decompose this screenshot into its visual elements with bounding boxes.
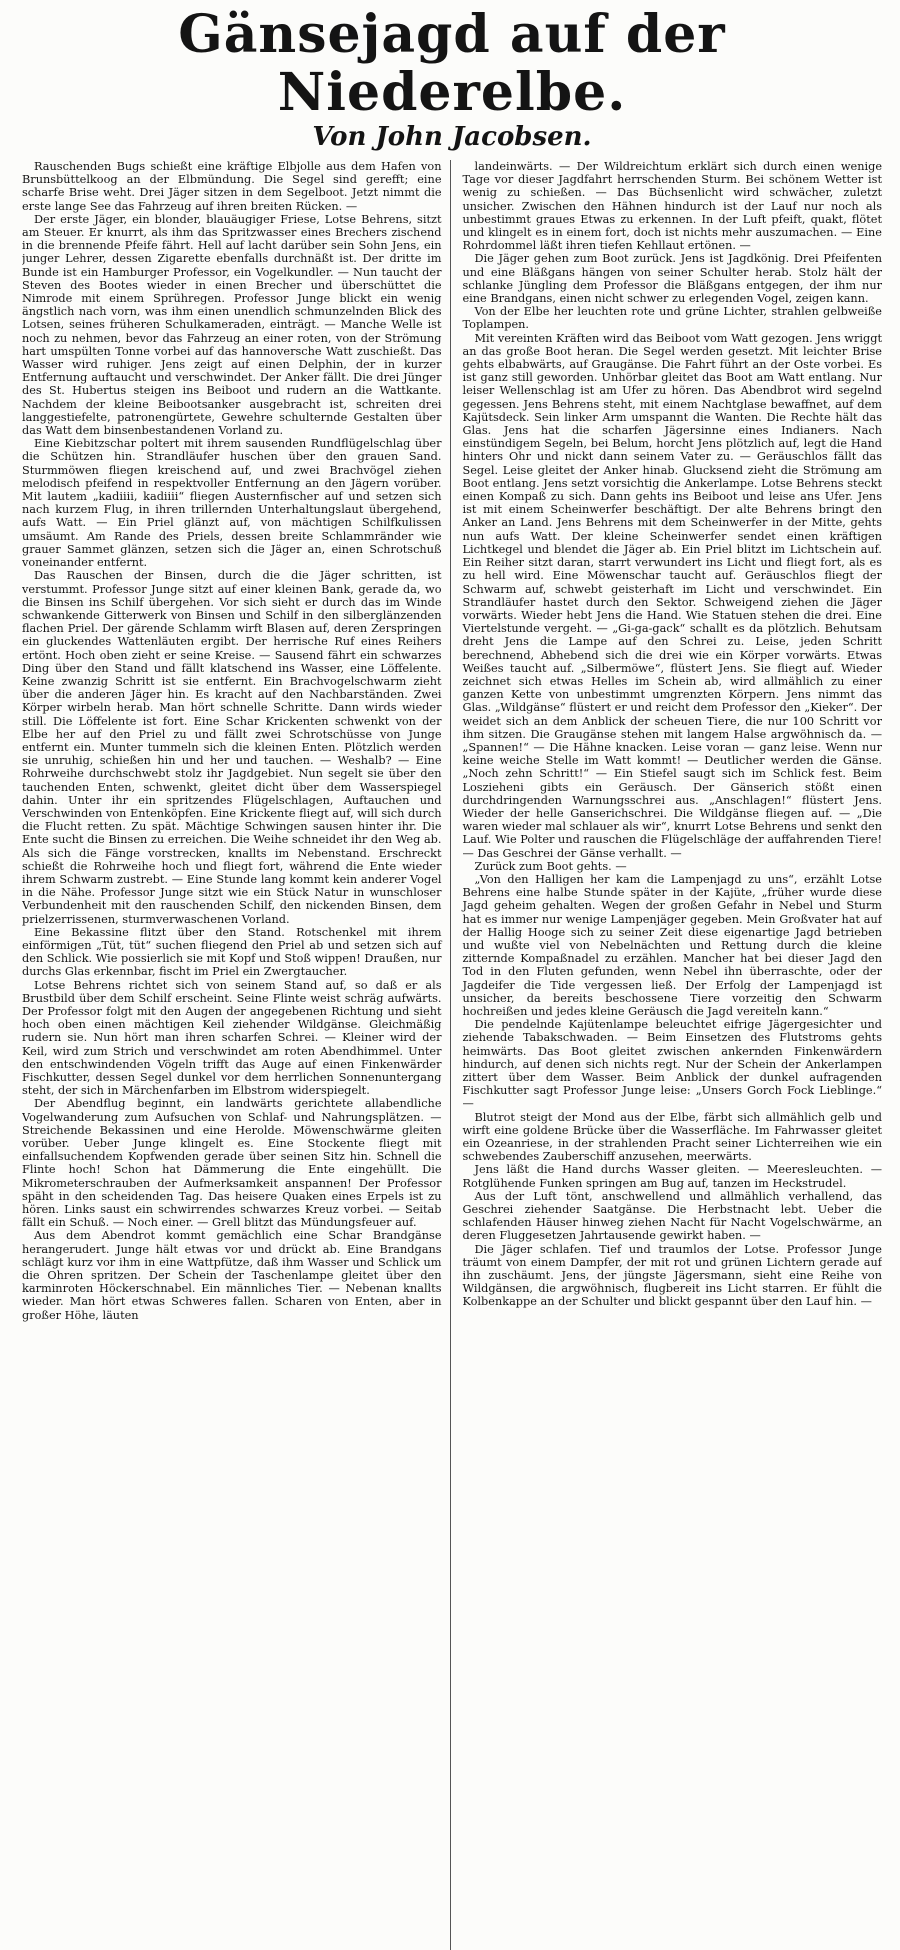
article-paragraph: landeinwärts. — Der Wildreichtum erklärt sich durch einen wenige Tage vor dieser Jagdfahrt herrschenden Sturm. Bei schönem Wetter ist wenig zu schießen. — Das Büchsenlicht wird schwächer, zuletzt unsicher. Zwischen den Hähnen hindurch ist der Lauf nur noch als unbestimmt graues Etwas zu erkennen. In der Luft pfeift, quakt, flötet und klingelt es in einem fort, doch ist nichts mehr auszumachen. — Eine Rohrdommel läßt ihren tiefen Kehllaut ertönen. —	[462, 160, 882, 253]
article-paragraph: Jens läßt die Hand durchs Wasser gleiten. — Meeresleuchten. — Rotglühende Funken springen am Bug auf, tanzen im Heckstrudel.	[462, 1163, 882, 1190]
article-paragraph: Aus dem Abendrot kommt gemächlich eine Schar Brandgänse herangerudert. Junge hält etwas vor und drückt ab. Eine Brandgans schlägt kurz vor ihm in eine Wattpfütze, daß ihm Wasser und Schlick um die Ohren spritzen. Der Schein der Taschenlampe gleitet über den karminroten Höckerschnabel. Ein männliches Tier. — Nebenan knallts wieder. Man hört etwas Schweres fallen. Scharen von Enten, aber in großer Höhe, läuten	[22, 1229, 442, 1322]
article-byline: Von John Jacobsen.	[312, 122, 592, 152]
right-column	[456, 160, 882, 1950]
left-column	[22, 160, 450, 1950]
article-paragraph: Das Rauschen der Binsen, durch die die Jäger schritten, ist verstummt. Professor Junge sitzt auf einer kleinen Bank, gerade da, wo die Binsen ins Schilf übergehen. Vor sich sieht er durch das im Winde schwankende Gitterwerk von Binsen und Schilf in den silberglänzenden flachen Priel. Der gärende Schlamm wirft Blasen auf, deren Zerspringen ein gluckendes Wattenläuten ergibt. Der herrische Ruf eines Reihers ertönt. Hoch oben zieht er seine Kreise. — Sausend fährt ein schwarzes Ding über den Stand und fällt klatschend ins Wasser, eine Löffelente. Keine zwanzig Schritt ist sie entfernt. Ein Brachvogelschwarm zieht über die anderen Jäger hin. Es kracht auf den Nachbarständen. Zwei Körper wirbeln herab. Man hört schnelle Schritte. Dann wirds wieder still. Die Löffelente ist fort. Eine Schar Krickenten schwenkt von der Elbe her auf den Priel zu und fällt zwei Schrotschüsse von Junge entfernt ein. Munter tummeln sich die kleinen Enten. Plötzlich werden sie unruhig, schießen hin und her und tauchen. — Weshalb? — Eine Rohrweihe durchschwebt stolz ihr Jagdgebiet. Nun segelt sie über den tauchenden Enten, schwenkt, gleitet dicht über dem Wasserspiegel dahin. Unter ihr ein spritzendes Flügelschlagen, Auftauchen und Verschwinden von Entenköpfen. Eine Krickente fliegt auf, will sich durch die Flucht retten. Zu spät. Mächtige Schwingen sausen hinter ihr. Die Ente sucht die Binsen zu erreichen. Die Weihe schneidet ihr den Weg ab. Als sich die Fänge vorstrecken, knallts im Nebenstand. Erschreckt schießt die Rohrweihe hoch und fliegt fort, während die Ente wieder ihrem Schwarm zustrebt. — Eine Stunde lang kommt kein anderer Vogel in die Nähe. Professor Junge sitzt wie ein Stück Natur in wunschloser Verbundenheit mit den rauschenden Schilf, den nickenden Binsen, dem prielzerrissenen, sturmverwaschenen Vorland.	[22, 569, 442, 926]
article-paragraph: Blutrot steigt der Mond aus der Elbe, färbt sich allmählich gelb und wirft eine goldene Brücke über die Wasserfläche. Im Fahrwasser gleitet ein Ozeanriese, in der strahlenden Pracht seiner Lichterreihen wie ein schwebendes Zauberschiff anzusehen, meerwärts.	[462, 1110, 882, 1164]
article-paragraph: Zurück zum Boot gehts. —	[474, 859, 627, 873]
article-paragraph: Der erste Jäger, ein blonder, blauäugiger Friese, Lotse Behrens, sitzt am Steuer. Er knurrt, als ihm das Spritzwasser eines Brechers zischend in die brennende Pfeife fährt. Hell auf lacht darüber sein Sohn Jens, ein junger Lehrer, dessen Zigarette ebenfalls durchnäßt ist. Der dritte im Bunde ist ein Hamburger Professor, ein Vogelkundler. — Nun taucht der Steven des Bootes wieder in einen Brecher und überschüttet die Nimrode mit einem Sprühregen. Professor Junge blickt ein wenig ängstlich nach vorn, was ihm einen unendlich schmunzelnden Blick des Lotsen, seines früheren Schulkameraden, einträgt. — Manche Welle ist noch zu nehmen, bevor das Fahrzeug an einer roten, von der Strömung hart umspülten Tonne vorbei auf das hannoversche Watt zuschießt. Das Wasser wird ruhiger. Jens zeigt auf einen Delphin, der in kurzer Entfernung auftaucht und verschwindet. Der Anker fällt. Die drei Jünger des St. Hubertus steigen ins Beiboot und rudern an die Wattkante. Nachdem der kleine Beibootsanker ausgebracht ist, schreiten drei langgestiefelte, patronengürtete, Gewehre schulternde Gestalten über das Watt dem binsenbestandenen Vorland zu.	[22, 212, 442, 438]
article-paragraph: Lotse Behrens richtet sich von seinem Stand auf, so daß er als Brustbild über dem Schilf erscheint. Seine Flinte weist schräg aufwärts. Der Professor folgt mit den Augen der angegebenen Richtung und sieht hoch oben einen mächtigen Keil ziehender Wildgänse. Gleichmäßig rudern sie. Nun hört man ihren scharfen Schrei. — Kleiner wird der Keil, wird zum Strich und verschwindet am roten Abendhimmel. Unter den entschwindenden Vögeln trifft das Auge auf einen Finkenwärder Fischkutter, dessen Segel dunkel vor dem herrlichen Sonnenuntergang steht, der sich in Märchenfarben im Elbstrom widerspiegelt.	[22, 978, 442, 1098]
article-title: Gänsejagd auf der Niederelbe.	[178, 4, 726, 123]
column-divider	[450, 160, 451, 1950]
article-paragraph: „Von den Halligen her kam die Lampenjagd zu uns“, erzählt Lotse Behrens eine halbe Stunde später in der Kajüte, „früher wurde diese Jagd geheim gehalten. Wegen der großen Gefahr in Nebel und Sturm hat es immer nur wenige Lampenjäger gegeben. Mein Großvater hat auf der Hallig Hooge sich zu seiner Zeit diese eigenartige Jagd betrieben und wußte viel von Nebelnächten und Rettung durch die kleine zitternde Kompaßnadel zu erzählen. Mancher hat bei dieser Jagd den Tod in den Fluten gefunden, wenn Nebel ihn überraschte, oder der Jagdeifer die Tide vergessen ließ. Der Erfolg der Lampenjagd ist unsicher, da bereits beschossene Tiere vorzeitig den Schwarm hochreißen und jedes kleine Geräusch die Jagd vereiteln kann.“	[462, 872, 882, 1018]
article-paragraph: Aus der Luft tönt, anschwellend und allmählich verhallend, das Geschrei ziehender Saatgänse. Die Herbstnacht lebt. Ueber die schlafenden Häuser hinweg ziehen Nacht für Nacht Vogelschwärme, an deren Fluggesetzen Jahrtausende gewirkt haben. —	[462, 1189, 882, 1243]
article-paragraph: Rauschenden Bugs schießt eine kräftige Elbjolle aus dem Hafen von Brunsbüttelkoog an der Elbmündung. Die Segel sind gerefft; eine scharfe Brise weht. Drei Jäger sitzen in dem Segelboot. Jetzt nimmt die erste lange See das Fahrzeug auf ihren breiten Rücken. —	[22, 160, 442, 213]
article-paragraph: Von der Elbe her leuchten rote und grüne Lichter, strahlen gelbweiße Toplampen.	[462, 305, 882, 332]
article-paragraph: Die Jäger gehen zum Boot zurück. Jens ist Jagdkönig. Drei Pfeifenten und eine Bläßgans hängen von seiner Schulter herab. Stolz hält der schlanke Jüngling dem Professor die Bläßgans entgegen, der ihm nur eine Brandgans, einen nicht schwer zu erlegenden Vogel, zeigen kann.	[462, 252, 882, 306]
article-paragraph: Die Jäger schlafen. Tief und traumlos der Lotse. Professor Junge träumt von einem Dampfer, der mit rot und grünen Lichtern gerade auf ihn zuschäumt. Jens, der jüngste Jägersmann, sieht eine Reihe von Wildgänsen, die argwöhnisch, flugbereit ins Licht starren. Er fühlt die Kolbenkappe an der Schulter und blickt gespannt über den Lauf hin. —	[462, 1242, 882, 1309]
article-columns	[22, 160, 882, 1950]
article-paragraph: Mit vereinten Kräften wird das Beiboot vom Watt gezogen. Jens wriggt an das große Boot heran. Die Segel werden gesetzt. Mit leichter Brise gehts elbabwärts, auf Graugänse. Die Fahrt führt an der Oste vorbei. Es ist ganz still geworden. Unhörbar gleitet das Boot am Watt entlang. Nur leiser Wellenschlag ist am Ufer zu hören. Das Abendbrot wird segelnd gegessen. Jens Behrens steht, mit einem Nachtglase bewaffnet, auf dem Kajütsdeck. Sein linker Arm umspannt die Wanten. Die Rechte hält das Glas. Jens hat die scharfen Jägersinne eines Indianers. Nach einstündigem Segeln, bei Belum, horcht Jens plötzlich auf, legt die Hand hinters Ohr und nickt dann seinem Vater zu. — Geräuschlos fällt das Segel. Leise gleitet der Anker hinab. Glucksend zieht die Strömung am Boot entlang. Jens setzt vorsichtig die Ankerlampe. Lotse Behrens steckt einen Kompaß zu sich. Dann gehts ins Beiboot und leise ans Ufer. Jens ist mit einem Scheinwerfer beschäftigt. Der alte Behrens bringt den Anker an Land. Jens Behrens mit dem Scheinwerfer in der Mitte, gehts nun aufs Watt. Der kleine Scheinwerfer sendet einen kräftigen Lichtkegel und blendet die Jäger ab. Ein Priel blitzt im Lichtschein auf. Ein Reiher sitzt daran, starrt verwundert ins Licht und fliegt fort, als es zu hell wird. Eine Möwenschar taucht auf. Geräuschlos fliegt der Schwarm auf, schwebt geisterhaft im Licht und verschwindet. Ein Strandläufer hastet durch den Sektor. Schweigend ziehen die Jäger vorwärts. Wieder hebt Jens die Hand. Wie Statuen stehen die drei. Eine Viertelstunde vergeht. — „Gi-ga-gack“ schallt es da plötzlich. Behutsam dreht Jens die Lampe auf den Schrei zu. Leise, jeden Schritt berechnend, Abhebend sich die drei wie ein Körper vorwärts. Etwas Weißes taucht auf. „Silbermöwe“, flüstert Jens. Sie fliegt auf. Wieder zeichnet sich etwas Helles im Schein ab, wird allmählich zu einer ganzen Kette von unbestimmt umgrenzten Körpern. Jens nimmt das Glas. „Wildgänse“ flüstert er und reicht dem Professor den „Kieker“. Der weidet sich an dem Anblick der scheuen Tiere, die nur 100 Schritt vor ihm sitzen. Die Graugänse stehen mit langem Halse argwöhnisch da. — „Spannen!“ — Die Hähne knacken. Leise voran — ganz leise. Wenn nur keine weiche Stelle im Watt kommt! — Deutlicher werden die Gänse. „Noch zehn Schritt!“ — Ein Stiefel saugt sich im Schlick fest. Beim Loszieheni gibts ein Geräusch. Der Gänserich stößt einen durchdringenden Warnungsschrei aus. „Anschlagen!“ flüstert Jens. Wieder der helle Ganserichschrei. Die Wildgänse fliegen auf. — „Die waren wieder mal schlauer als wir“, knurrt Lotse Behrens und senkt den Lauf. Wie Polter und rauschen die Flügelschläge der auffahrenden Tiere! — Das Geschrei der Gänse verhallt. —	[462, 331, 882, 860]
article-paragraph: Eine Bekassine flitzt über den Stand. Rotschenkel mit ihrem einförmigen „Tüt, tüt“ suchen fliegend den Priel ab und setzen sich auf den Schlick. Wie possierlich sie mit Kopf und Stoß wippen! Draußen, nur durchs Glas erkennbar, fischt im Priel ein Zwergtaucher.	[22, 925, 442, 979]
article-paragraph: Die pendelnde Kajütenlampe beleuchtet eifrige Jägergesichter und ziehende Tabakschwaden. — Beim Einsetzen des Flutstroms gehts heimwärts. Das Boot gleitet zwischen ankernden Finkenwärdern hindurch, auf denen sich nichts regt. Nur der Schein der Ankerlampen zittert über dem Wasser. Beim Anblick der dunkel aufragenden Fischkutter sagt Professor Junge leise: „Unsers Gorch Fock Lieblinge.“ —	[462, 1018, 882, 1111]
article-paragraph: Der Abendflug beginnt, ein landwärts gerichtete allabendliche Vogelwanderung zum Aufsuchen von Schlaf- und Nahrungsplätzen. — Streichende Bekassinen und eine Heroldе. Möwenschwärme gleiten vorüber. Ueber Junge klingelt es. Eine Stockente fliegt mit einfallsuchendem Kopfwenden gerade über seinen Sitz hin. Schnell die Flinte hoch! Schon hat Dämmerung die Ente eingehüllt. Die Mikrometerschrauben der Aufmerksamkeit anspannen! Der Professor späht in den scheidenden Tag. Das heisere Quaken eines Erpels ist zu hören. Links saust ein schwirrendes schwarzes Kreuz vorbei. — Seitab fällt ein Schuß. — Noch einer. — Grell blitzt das Mündungsfeuer auf.	[22, 1097, 442, 1230]
article-paragraph: Eine Kiebitzschar poltert mit ihrem sausenden Rundflügelschlag über die Schützen hin. Strandläufer huschen über den grauen Sand. Sturmmöwen fliegen kreischend auf, und zwei Brachvögel ziehen melodisch pfeifend in respektvoller Entfernung an den Jägern vorüber. Mit lautem „kadiiii, kadiiii“ fliegen Austernfischer auf und setzen sich nach kurzem Flug, in ihren trillernden Unterhaltungslaut übergehend, aufs Watt. — Ein Priel glänzt auf, von mächtigen Schilfkulissen umsäumt. Am Rande des Priels, dessen breite Schlammränder wie grauer Sammet glänzen, setzen sich die Jäger an, einen Schrotschuß voneinander entfernt.	[22, 437, 442, 570]
